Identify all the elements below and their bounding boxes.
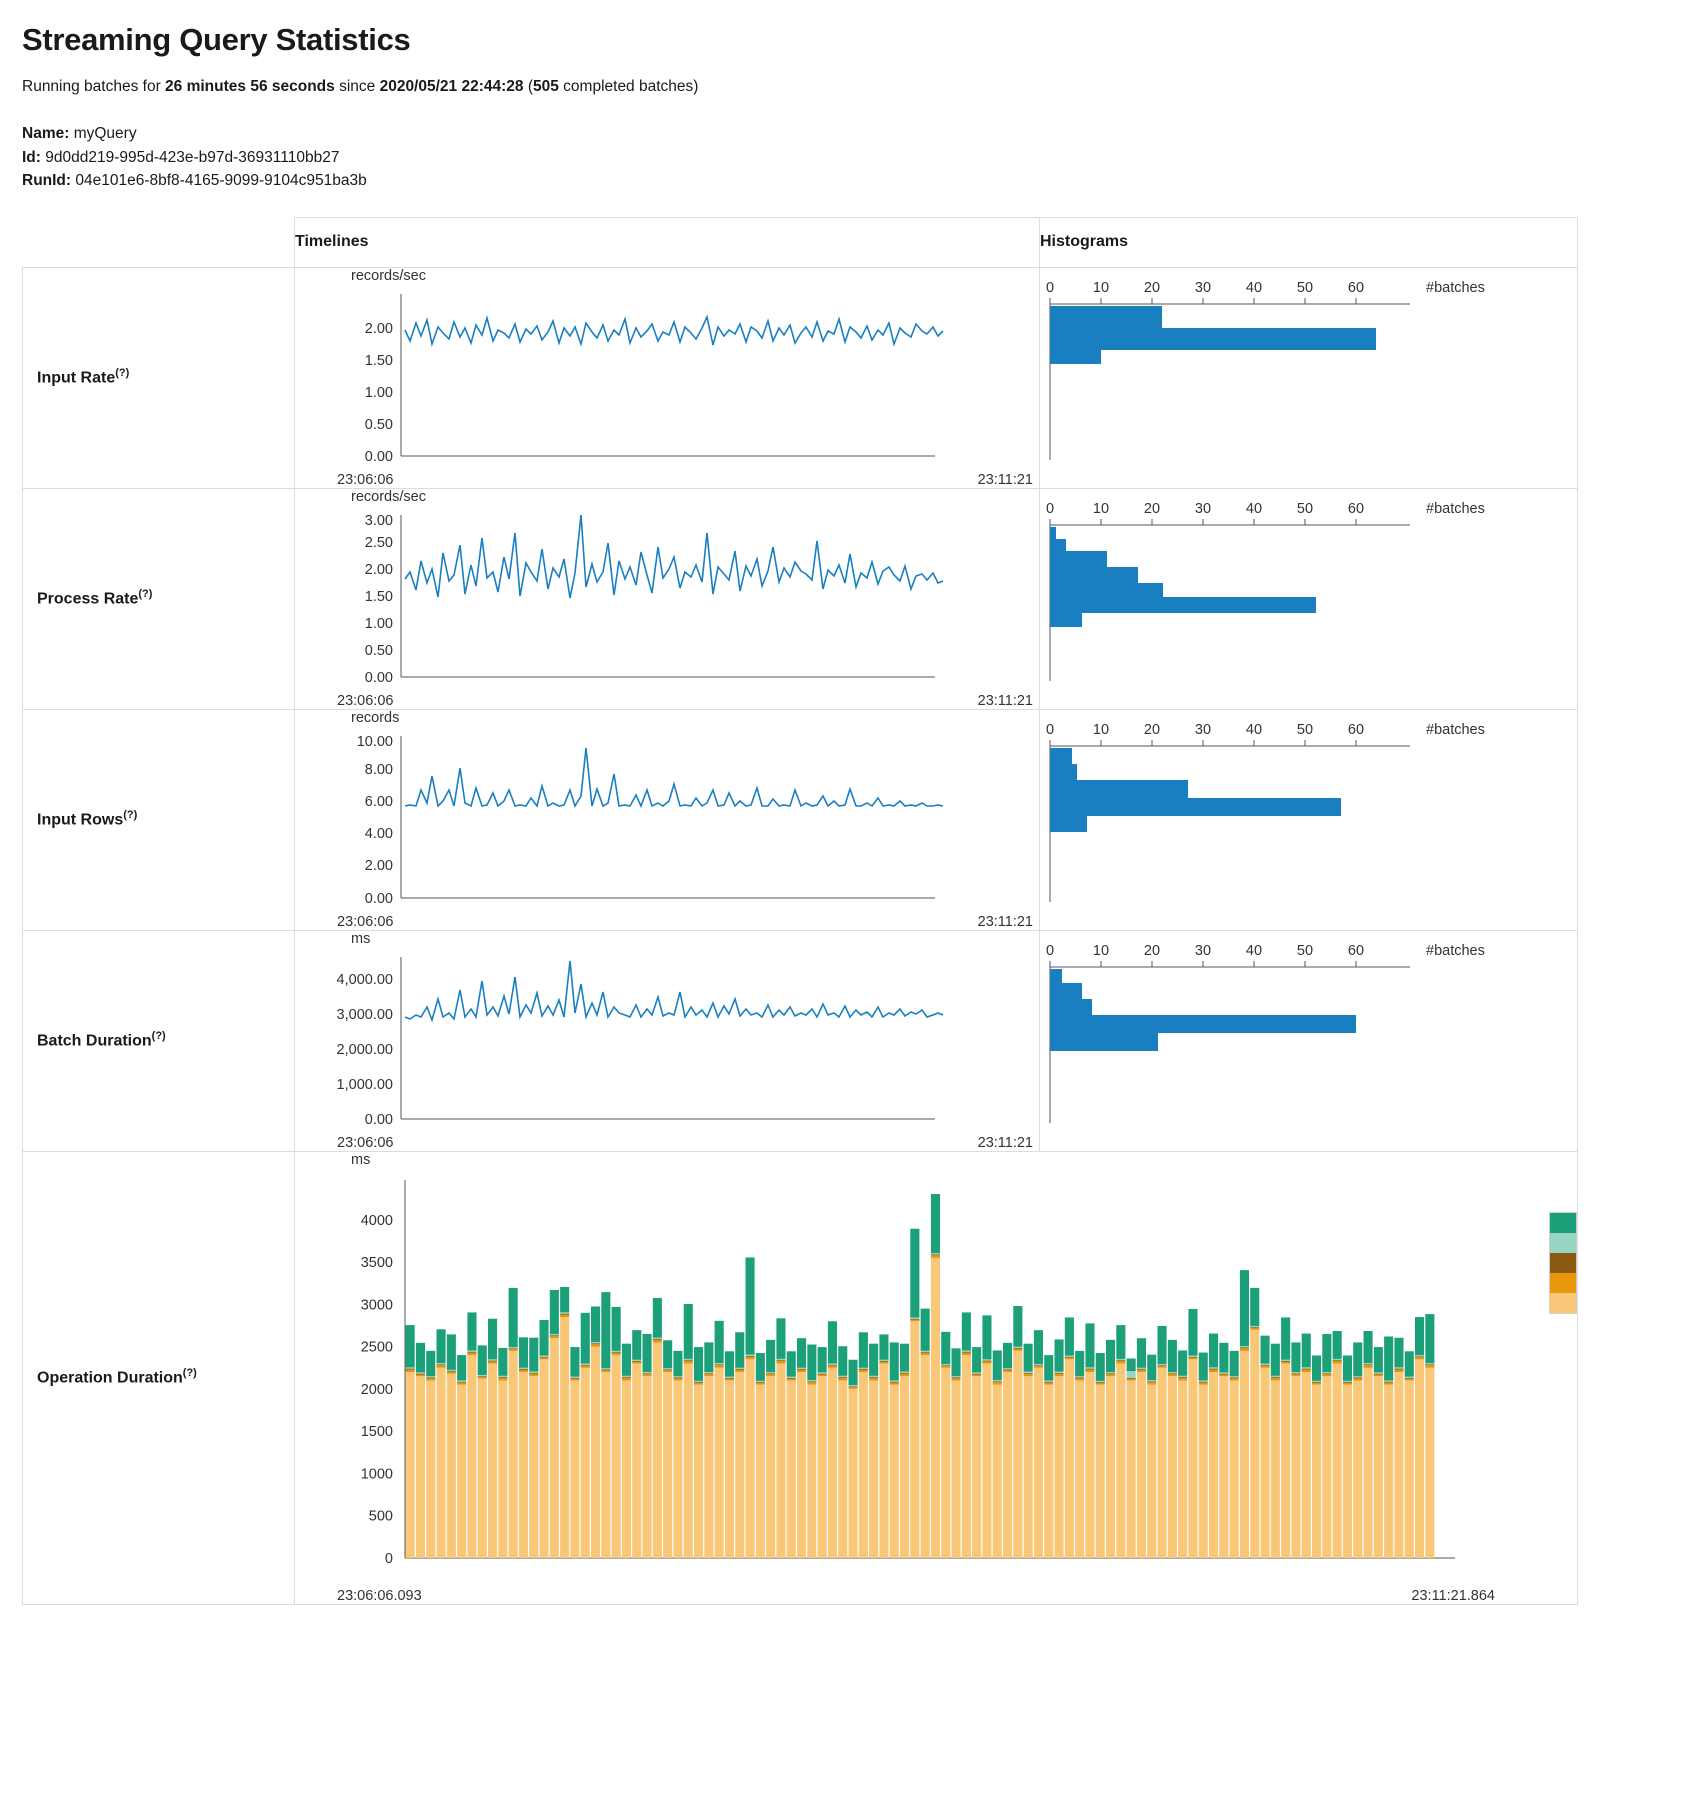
table-row [23, 930, 1578, 1151]
svg-text:20: 20 [1143, 279, 1161, 296]
svg-text:0: 0 [1045, 942, 1055, 959]
svg-text:10: 10 [1092, 721, 1110, 738]
row-label-batch-duration [23, 930, 295, 1151]
input-rate-time-range [295, 472, 1039, 488]
process-rate-unit-label: records/sec [351, 488, 426, 505]
process-rate-end-time: 23:11:21 [977, 692, 1033, 709]
svg-text:0: 0 [1045, 721, 1055, 738]
row-label-operation-duration [23, 1151, 295, 1604]
legend-swatch-2[interactable] [1550, 1253, 1576, 1273]
svg-text:2.00: 2.00 [364, 320, 393, 337]
svg-text:2.50: 2.50 [364, 534, 393, 551]
svg-text:0.00: 0.00 [364, 1111, 393, 1128]
svg-text:50: 50 [1296, 721, 1314, 738]
svg-text:20: 20 [1143, 500, 1161, 517]
svg-text:30: 30 [1194, 500, 1212, 517]
input-rows-histogram-cell [1040, 709, 1578, 930]
svg-text:30: 30 [1194, 721, 1212, 738]
running-duration: 26 minutes 56 seconds [165, 78, 335, 95]
svg-text:0.00: 0.00 [364, 890, 393, 907]
start-timestamp: 2020/05/21 22:44:28 [379, 78, 524, 95]
row-label-input-rows [23, 709, 295, 930]
input-rows-time-range [295, 914, 1039, 930]
svg-text:20: 20 [1143, 721, 1161, 738]
query-name-row [22, 122, 1671, 146]
svg-text:3,000.00: 3,000.00 [336, 1006, 393, 1023]
table-row [23, 1151, 1578, 1604]
svg-text:0.00: 0.00 [364, 669, 393, 686]
legend-swatch-4[interactable] [1550, 1293, 1576, 1313]
svg-text:1500: 1500 [360, 1423, 393, 1440]
input-rate-start-time: 23:06:06 [337, 471, 394, 488]
svg-text:3000: 3000 [360, 1297, 393, 1314]
help-icon[interactable]: (?) [182, 1367, 197, 1380]
input-rows-hist-axis-label: #batches [1426, 721, 1485, 738]
input-rows-timeline-chart [295, 728, 985, 918]
svg-text:0.50: 0.50 [364, 416, 393, 433]
batch-duration-start-time: 23:06:06 [337, 1134, 394, 1151]
svg-text:2.00: 2.00 [364, 561, 393, 578]
input-rate-histogram-chart [1040, 278, 1420, 478]
svg-text:1000: 1000 [360, 1466, 393, 1483]
running-summary [22, 78, 1671, 96]
header-histograms: Histograms [1040, 217, 1578, 267]
svg-text:40: 40 [1245, 942, 1263, 959]
operation-duration-end-time: 23:11:21.864 [1411, 1587, 1495, 1604]
completed-batch-count: 505 [532, 78, 559, 95]
query-name-key: Name: [22, 125, 70, 142]
help-icon[interactable]: (?) [151, 1030, 166, 1043]
svg-text:2000: 2000 [360, 1381, 393, 1398]
legend-swatch-0[interactable] [1550, 1213, 1576, 1233]
batch-duration-end-time: 23:11:21 [977, 1134, 1033, 1151]
input-rate-hist-axis-label: #batches [1426, 279, 1485, 296]
operation-duration-start-time: 23:06:06.093 [337, 1587, 422, 1604]
svg-text:0: 0 [1045, 279, 1055, 296]
svg-text:1.50: 1.50 [364, 352, 393, 369]
svg-text:4,000.00: 4,000.00 [336, 971, 393, 988]
operation-duration-chart [295, 1170, 1475, 1590]
svg-text:60: 60 [1347, 721, 1365, 738]
svg-text:0.00: 0.00 [364, 448, 393, 465]
svg-text:10: 10 [1092, 942, 1110, 959]
query-runid-row [22, 169, 1671, 193]
input-rate-histogram-cell [1040, 267, 1578, 488]
table-row [23, 709, 1578, 930]
query-id-key: Id: [22, 148, 41, 166]
row-label-text: Batch Duration [37, 1032, 152, 1050]
input-rows-start-time: 23:06:06 [337, 913, 394, 930]
svg-text:50: 50 [1296, 942, 1314, 959]
batch-duration-timeline-chart [295, 949, 985, 1139]
help-icon[interactable]: (?) [115, 367, 130, 380]
legend-swatch-1[interactable] [1550, 1233, 1576, 1253]
input-rate-end-time: 23:11:21 [977, 471, 1033, 488]
svg-text:1.00: 1.00 [364, 384, 393, 401]
query-runid-key: RunId: [22, 172, 72, 190]
svg-text:1.50: 1.50 [364, 588, 393, 605]
header-timelines: Timelines [295, 217, 1040, 267]
svg-text:60: 60 [1347, 500, 1365, 517]
row-label-text: Input Rows [37, 811, 124, 829]
svg-text:10: 10 [1092, 279, 1110, 296]
svg-text:1,000.00: 1,000.00 [336, 1076, 393, 1093]
batch-duration-histogram-chart [1040, 941, 1420, 1141]
row-label-text: Input Rate [37, 369, 116, 387]
query-id-value: 9d0dd219-995d-423e-b97d-36931110bb27 [45, 148, 340, 166]
svg-text:50: 50 [1296, 500, 1314, 517]
process-rate-timeline-chart [295, 507, 985, 697]
process-rate-timeline-cell [295, 488, 1040, 709]
query-metadata [22, 122, 1671, 193]
process-rate-histogram-cell [1040, 488, 1578, 709]
input-rows-timeline-cell [295, 709, 1040, 930]
table-row [23, 267, 1578, 488]
input-rate-unit-label: records/sec [351, 267, 426, 284]
process-rate-time-range [295, 693, 1039, 709]
process-rate-start-time: 23:06:06 [337, 692, 394, 709]
input-rows-histogram-chart [1040, 720, 1420, 920]
process-rate-hist-axis-label: #batches [1426, 500, 1485, 517]
row-label-input-rate [23, 267, 295, 488]
input-rate-timeline-chart [295, 286, 985, 476]
process-rate-histogram-chart [1040, 499, 1420, 699]
svg-text:8.00: 8.00 [364, 761, 393, 778]
operation-duration-time-range [295, 1588, 1535, 1604]
batch-duration-histogram-cell [1040, 930, 1578, 1151]
query-runid-value: 04e101e6-8bf8-4165-9099-9104c951ba3b [75, 172, 367, 190]
svg-text:0: 0 [384, 1550, 393, 1567]
svg-text:2500: 2500 [360, 1339, 393, 1356]
input-rows-unit-label: records [351, 709, 400, 726]
svg-text:1.00: 1.00 [364, 615, 393, 632]
svg-text:40: 40 [1245, 500, 1263, 517]
svg-text:30: 30 [1194, 279, 1212, 296]
svg-text:10.00: 10.00 [356, 733, 393, 750]
batch-duration-hist-axis-label: #batches [1426, 942, 1485, 959]
header-blank [23, 217, 295, 267]
input-rate-timeline-cell [295, 267, 1040, 488]
operation-duration-unit-label: ms [351, 1151, 371, 1168]
svg-text:3.00: 3.00 [364, 512, 393, 529]
legend-swatch-3[interactable] [1550, 1273, 1576, 1293]
svg-text:30: 30 [1194, 942, 1212, 959]
input-rows-end-time: 23:11:21 [977, 913, 1033, 930]
operation-duration-cell [295, 1151, 1578, 1604]
since-word: since [334, 78, 380, 95]
running-prefix: Running batches for [22, 78, 166, 95]
svg-text:60: 60 [1347, 279, 1365, 296]
batches-tail: completed batches) [558, 78, 699, 95]
svg-text:2.00: 2.00 [364, 857, 393, 874]
svg-text:40: 40 [1245, 279, 1263, 296]
svg-text:500: 500 [368, 1508, 393, 1525]
svg-text:50: 50 [1296, 279, 1314, 296]
svg-text:3500: 3500 [360, 1254, 393, 1271]
batch-duration-unit-label: ms [351, 930, 371, 947]
svg-text:40: 40 [1245, 721, 1263, 738]
table-row [23, 488, 1578, 709]
query-name-value: myQuery [73, 125, 137, 142]
batch-duration-timeline-cell [295, 930, 1040, 1151]
svg-text:6.00: 6.00 [364, 793, 393, 810]
help-icon[interactable]: (?) [123, 809, 138, 822]
svg-text:60: 60 [1347, 942, 1365, 959]
statistics-table [22, 217, 1578, 1605]
svg-text:20: 20 [1143, 942, 1161, 959]
svg-text:10: 10 [1092, 500, 1110, 517]
row-label-text: Operation Duration [37, 1369, 183, 1387]
svg-text:0: 0 [1045, 500, 1055, 517]
help-icon[interactable]: (?) [138, 588, 153, 601]
query-id-row [22, 146, 1671, 170]
svg-text:0.50: 0.50 [364, 642, 393, 659]
svg-text:2,000.00: 2,000.00 [336, 1041, 393, 1058]
page-title: Streaming Query Statistics [22, 22, 411, 57]
row-label-process-rate [23, 488, 295, 709]
svg-text:4.00: 4.00 [364, 825, 393, 842]
batches-open-paren: ( [523, 78, 533, 95]
svg-text:4000: 4000 [360, 1212, 393, 1229]
table-header-row [23, 217, 1578, 267]
row-label-text: Process Rate [37, 590, 139, 608]
operation-duration-legend[interactable] [1549, 1212, 1577, 1314]
batch-duration-time-range [295, 1135, 1039, 1151]
